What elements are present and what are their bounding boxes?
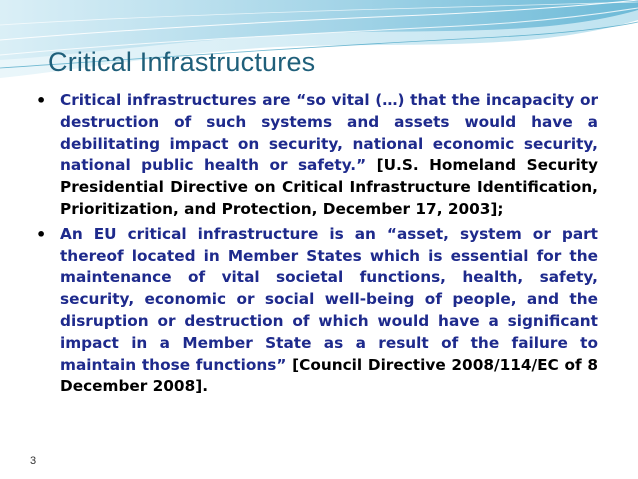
us-definition-quote: Critical infrastructures are “so vital (…) that the incapacity or destruction of such systems and assets would have a debilitating impact on security, national economic security, national public health or safety.” xyxy=(60,91,598,175)
bullet-item-us-definition xyxy=(36,90,598,221)
bullet-list xyxy=(36,90,598,398)
bullet-dot-icon: • xyxy=(36,91,47,110)
us-definition-source: [U.S. Homeland Security Presidential Directive on Critical Infrastructure Identification, Prioritization, and Protection, December 17, 2003]; xyxy=(60,156,598,218)
bullet-dot-icon: • xyxy=(36,224,47,244)
slide-number: 3 xyxy=(30,455,37,467)
bullet-item-eu-definition xyxy=(36,224,598,398)
slide-title: Critical Infrastructures xyxy=(48,47,316,77)
eu-definition-source: [Council Directive 2008/114/EC of 8 December 2008]. xyxy=(60,355,598,396)
eu-definition-quote: An EU critical infrastructure is an “asset, system or part thereof located in Member States which is essential for the maintenance of vital societal functions, health, safety, security, economic or social well-being of people, and the disruption or destruction of which would have a significant impact in a Member State as a result of the failure to maintain those functions” xyxy=(60,224,598,374)
